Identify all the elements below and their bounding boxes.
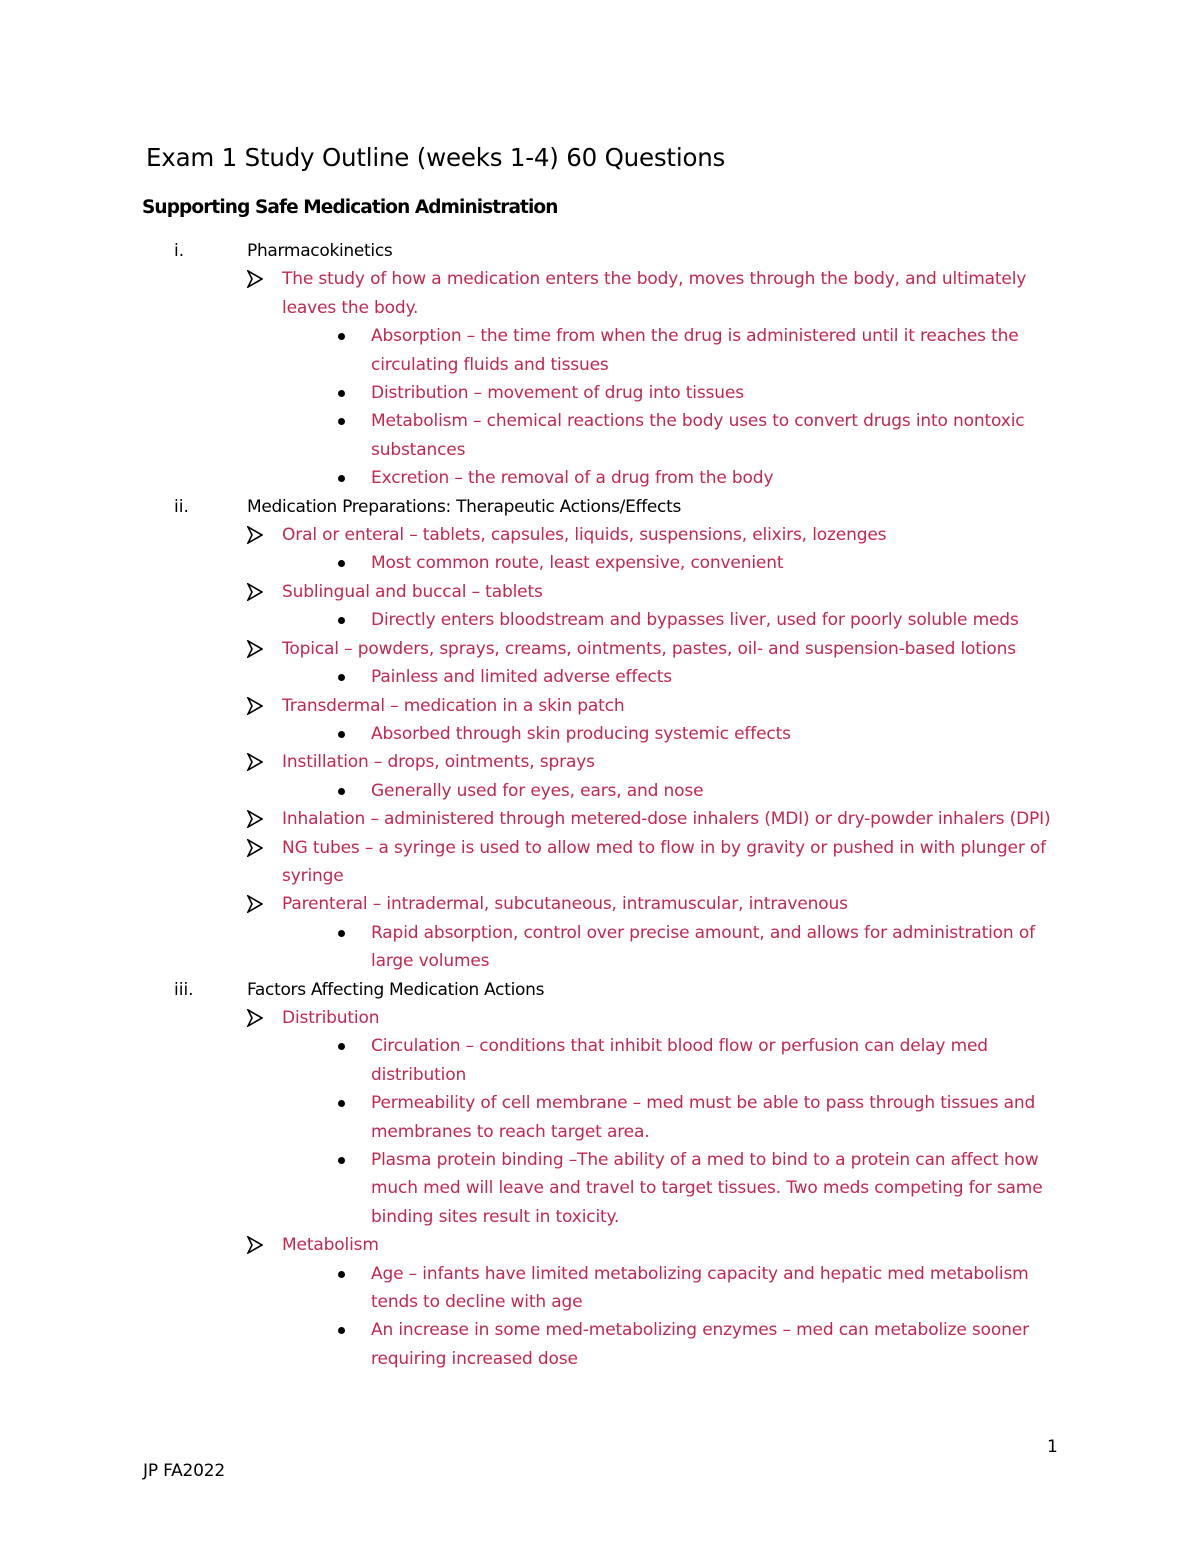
sub-list-item	[0, 663, 1200, 691]
list-item	[0, 805, 1200, 833]
arrowhead-bullet-icon	[247, 270, 263, 288]
list-item	[0, 1231, 1200, 1259]
list-item-text: NG tubes – a syringe is used to allow med to flow in by gravity or pushed in with plunger of syringe	[282, 837, 1047, 886]
section-title: Pharmacokinetics	[247, 241, 393, 261]
section-title: Factors Affecting Medication Actions	[247, 979, 545, 1000]
arrowhead-bullet-icon	[247, 1009, 263, 1027]
sub-list-item	[0, 1260, 1200, 1317]
sub-list-item	[0, 464, 1200, 492]
section-numeral: iii.	[174, 979, 194, 1000]
round-bullet-icon	[338, 1327, 345, 1334]
list-item	[0, 692, 1200, 720]
sub-list-item-text: An increase in some med-metabolizing enzymes – med can metabolize sooner requiring increased dose	[371, 1320, 1029, 1369]
round-bullet-icon	[338, 1043, 345, 1050]
list-item	[0, 748, 1200, 776]
sub-list-item-text: Absorption – the time from when the drug is administered until it reaches the circulating fluids and tissues	[371, 326, 1019, 375]
round-bullet-icon	[338, 560, 345, 567]
arrowhead-bullet-icon	[247, 753, 263, 771]
sub-list-item	[0, 720, 1200, 748]
section-heading: Supporting Safe Medication Administration	[142, 197, 558, 218]
round-bullet-icon	[338, 731, 345, 738]
sub-list-item	[0, 1316, 1200, 1373]
list-item-text: Parenteral – intradermal, subcutaneous, intramuscular, intravenous	[282, 894, 848, 915]
sub-list-item-text: Directly enters bloodstream and bypasses liver, used for poorly soluble meds	[371, 610, 1019, 631]
sub-list-item	[0, 1032, 1200, 1089]
list-item	[0, 578, 1200, 606]
arrowhead-bullet-icon	[247, 810, 263, 828]
list-item-text: The study of how a medication enters the body, moves through the body, and ultimately leaves the body.	[282, 269, 1027, 318]
sub-list-item-text: Rapid absorption, control over precise amount, and allows for administration of large volumes	[371, 922, 1035, 972]
round-bullet-icon	[338, 1157, 345, 1164]
list-item-text: Transdermal – medication in a skin patch	[282, 695, 625, 716]
outline-section	[0, 493, 1200, 521]
list-item	[0, 265, 1200, 322]
sub-list-item-text: Painless and limited adverse effects	[371, 667, 672, 688]
sub-list-item-text: Circulation – conditions that inhibit blood flow or perfusion can delay med distribution	[371, 1036, 988, 1085]
round-bullet-icon	[338, 1100, 345, 1107]
round-bullet-icon	[338, 788, 345, 795]
sub-list-item	[0, 549, 1200, 577]
round-bullet-icon	[338, 418, 345, 425]
page-number: 1	[1047, 1437, 1058, 1457]
sub-list-item	[0, 777, 1200, 805]
round-bullet-icon	[338, 390, 345, 397]
footer-text: JP FA2022	[143, 1461, 225, 1481]
arrowhead-bullet-icon	[247, 640, 263, 658]
round-bullet-icon	[338, 333, 345, 340]
round-bullet-icon	[338, 1271, 345, 1278]
list-item-text: Sublingual and buccal – tablets	[282, 581, 543, 602]
sub-list-item-text: Absorbed through skin producing systemic effects	[371, 723, 791, 744]
sub-list-item	[0, 407, 1200, 464]
sub-list-item	[0, 379, 1200, 407]
list-item-text: Metabolism	[282, 1235, 379, 1256]
list-item-text: Instillation – drops, ointments, sprays	[282, 752, 595, 773]
list-item-text: Distribution	[282, 1007, 380, 1028]
sub-list-item-text: Age – infants have limited metabolizing capacity and hepatic med metabolism tends to decline with age	[371, 1263, 1029, 1313]
arrowhead-bullet-icon	[247, 697, 263, 715]
sub-list-item	[0, 919, 1200, 976]
outline-section	[0, 976, 1200, 1004]
outline-list	[0, 237, 1200, 1373]
list-item	[0, 890, 1200, 918]
round-bullet-icon	[338, 475, 345, 482]
section-numeral: i.	[174, 241, 185, 261]
arrowhead-bullet-icon	[247, 1236, 263, 1254]
arrowhead-bullet-icon	[247, 895, 263, 913]
page-title: Exam 1 Study Outline (weeks 1-4) 60 Questions	[146, 143, 726, 172]
list-item	[0, 635, 1200, 663]
sub-list-item-text: Most common route, least expensive, convenient	[371, 553, 784, 574]
list-item-text: Inhalation – administered through metered-dose inhalers (MDI) or dry-powder inhalers (DPI)	[282, 809, 1051, 830]
arrowhead-bullet-icon	[247, 839, 263, 857]
sub-list-item	[0, 1146, 1200, 1231]
list-item-text: Oral or enteral – tablets, capsules, liquids, suspensions, elixirs, lozenges	[282, 525, 887, 546]
sub-list-item-text: Permeability of cell membrane – med must be able to pass through tissues and membranes to reach target area.	[371, 1093, 1036, 1142]
sub-list-item-text: Plasma protein binding –The ability of a med to bind to a protein can affect how much med will leave and travel to target tissues. Two meds competing for same binding sites result in toxicity.	[371, 1150, 1043, 1227]
list-item	[0, 1004, 1200, 1032]
sub-list-item	[0, 606, 1200, 634]
sub-list-item-text: Distribution – movement of drug into tissues	[371, 383, 744, 404]
section-numeral: ii.	[174, 496, 189, 517]
arrowhead-bullet-icon	[247, 583, 263, 601]
sub-list-item-text: Excretion – the removal of a drug from the body	[371, 468, 774, 489]
list-item-text: Topical – powders, sprays, creams, ointments, pastes, oil- and suspension-based lotions	[282, 638, 1016, 659]
sub-list-item	[0, 1089, 1200, 1146]
round-bullet-icon	[338, 674, 345, 681]
round-bullet-icon	[338, 930, 345, 937]
sub-list-item	[0, 322, 1200, 379]
round-bullet-icon	[338, 617, 345, 624]
arrowhead-bullet-icon	[247, 526, 263, 544]
section-title: Medication Preparations: Therapeutic Actions/Effects	[247, 496, 682, 517]
sub-list-item-text: Generally used for eyes, ears, and nose	[371, 780, 704, 801]
list-item	[0, 521, 1200, 549]
outline-section	[0, 237, 1200, 265]
sub-list-item-text: Metabolism – chemical reactions the body uses to convert drugs into nontoxic substances	[371, 411, 1025, 460]
list-item	[0, 834, 1200, 891]
